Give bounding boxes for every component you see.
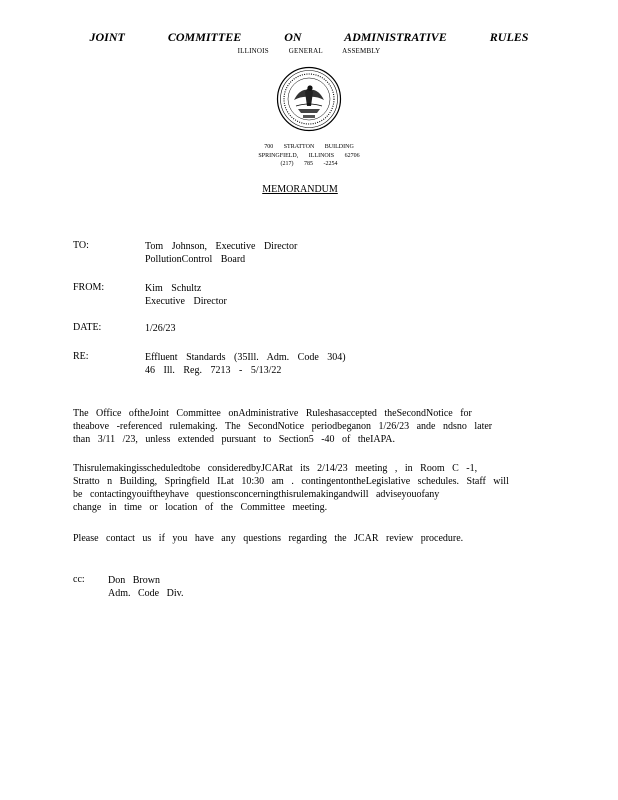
to-line-2: PollutionControl Board — [145, 254, 246, 265]
re-line-2: 46 Ill. Reg. 7213 - 5/13/22 — [145, 365, 282, 376]
paragraph-line: Stratto n Building, Springfield ILat 10:30 am . contingentontheLegislative schedules. Staff will — [73, 476, 509, 487]
paragraph-line: change in time or location of the Committee meeting. — [73, 502, 328, 513]
cc-value — [108, 574, 183, 600]
paragraph-line: than 3/11 /23, unless extended pursuant to Section5 -40 of theIAPA. — [73, 434, 396, 445]
re-value — [145, 351, 346, 377]
assembly-subtitle: ILLINOIS GENERAL ASSEMBLY — [237, 47, 381, 55]
paragraph-notice-accepted — [73, 407, 541, 446]
to-value — [145, 240, 297, 266]
state-seal-icon — [276, 66, 342, 132]
from-line-1: Kim Schultz — [145, 283, 202, 294]
paragraph-line: be contactingyouiftheyhave questionsconcerningthisrulemakingandwill adviseyouofany — [73, 489, 440, 500]
paragraph-line: Thisrulemakingisscheduledtobe consideredbyJCARat its 2/14/23 meeting , in Room C -1, — [73, 463, 478, 474]
re-line-1: Effluent Standards (35Ill. Adm. Code 304) — [145, 352, 346, 363]
date-label: DATE: — [73, 322, 102, 333]
date-value: 1/26/23 — [145, 323, 176, 334]
office-address — [0, 143, 618, 169]
paragraph-line: theabove -referenced rulemaking. The SecondNotice periodbeganon 1/26/23 ande ndsno later — [73, 421, 493, 432]
paragraph-line: The Office oftheJoint Committee onAdministrative Ruleshasaccepted theSecondNotice for — [73, 408, 472, 419]
paragraph-contact — [73, 532, 541, 545]
address-line-city: SPRINGFIELD, ILLINOIS 62706 — [258, 152, 360, 159]
to-line-1: Tom Johnson, Executive Director — [145, 241, 298, 252]
to-label: TO: — [73, 240, 89, 251]
memo-heading-text: MEMORANDUM — [262, 184, 338, 195]
cc-label: cc: — [73, 574, 85, 585]
address-line-phone: (217) 785 -2254 — [280, 161, 338, 167]
re-label: RE: — [73, 351, 89, 362]
from-label: FROM: — [73, 282, 105, 293]
address-line-street: 700 STRATTON BUILDING — [264, 144, 354, 150]
from-value — [145, 282, 227, 308]
memo-heading — [0, 184, 618, 195]
cc-line-1: Don Brown — [108, 575, 160, 586]
paragraph-meeting-schedule — [73, 462, 541, 514]
committee-title: JOINT COMMITTEE ON ADMINISTRATIVE RULES — [89, 30, 529, 44]
cc-line-2: Adm. Code Div. — [108, 588, 184, 599]
from-line-2: Executive Director — [145, 296, 227, 307]
paragraph-line: Please contact us if you have any questions regarding the JCAR review procedure. — [73, 533, 464, 544]
